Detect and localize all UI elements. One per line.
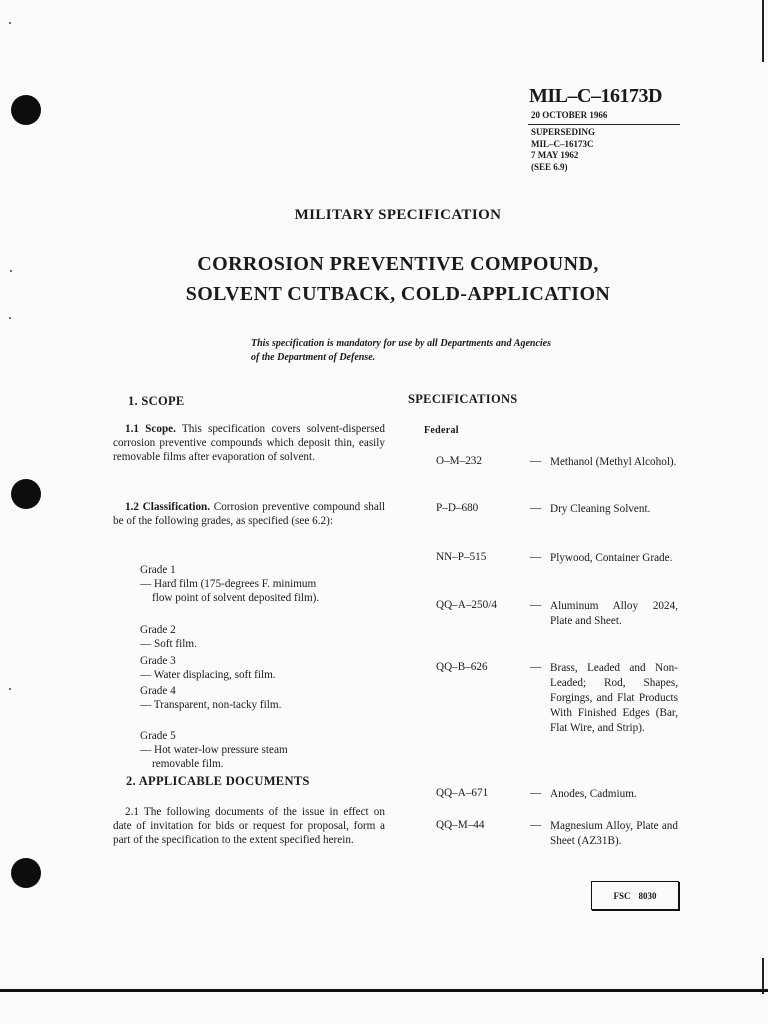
paragraph-text: Corrosion preventive compound shall be of the following grades, as specified (see 6.2): xyxy=(113,501,386,527)
superseding-block xyxy=(531,127,595,173)
grade-item xyxy=(140,684,390,712)
grade-item xyxy=(140,729,390,771)
spec-reference-description: Anodes, Cadmium. xyxy=(550,788,637,800)
document-number: MIL–C–16173D xyxy=(529,85,662,107)
reference-dash: — xyxy=(530,661,542,673)
page-bottom-rule xyxy=(0,989,768,992)
spec-reference-description: Methanol (Methyl Alcohol). xyxy=(550,456,677,468)
fsc-code: 8030 xyxy=(638,890,657,901)
spec-reference-id: QQ–B–626 xyxy=(436,661,488,673)
paragraph-2-1: 2.1 The following documents of the issue in effect on date of invitation for bids or request for proposal, form a part of the specification to the extent specified herein. xyxy=(113,806,385,846)
superseding-line: (SEE 6.9) xyxy=(531,161,568,172)
grade-text: — Hard film (175-degrees F. minimum flow point of solvent deposited film). xyxy=(140,578,320,604)
spec-reference-description: Aluminum Alloy 2024, Plate and Sheet. xyxy=(550,600,678,627)
specifications-heading: SPECIFICATIONS xyxy=(408,392,518,406)
binder-hole xyxy=(11,858,41,888)
paragraph-lead: 1.1 Scope. xyxy=(125,423,176,435)
grade-label: Grade 4 xyxy=(140,685,176,697)
scan-speck xyxy=(9,688,11,690)
spec-reference-id: P–D–680 xyxy=(436,502,479,514)
superseding-line: 7 MAY 1962 xyxy=(531,150,579,160)
reference-dash: — xyxy=(530,599,542,611)
paragraph-1-1 xyxy=(113,422,385,464)
grade-item xyxy=(140,563,390,605)
scan-speck xyxy=(9,317,11,319)
reference-dash: — xyxy=(530,551,542,563)
grade-item xyxy=(140,654,390,682)
grade-text: — Water displacing, soft film. xyxy=(140,669,276,681)
spec-reference-id: NN–P–515 xyxy=(436,551,487,563)
grade-text: — Soft film. xyxy=(140,638,197,650)
spec-reference-description: Dry Cleaning Solvent. xyxy=(550,503,651,515)
grade-text: — Hot water-low pressure steam removable film. xyxy=(140,744,288,770)
spec-reference-id: QQ–M–44 xyxy=(436,819,485,831)
paragraph-1-2 xyxy=(113,500,385,528)
grade-label: Grade 2 xyxy=(140,624,176,636)
spec-reference-id: QQ–A–671 xyxy=(436,787,489,799)
reference-dash: — xyxy=(530,787,542,799)
grade-label: Grade 1 xyxy=(140,564,176,576)
grade-item xyxy=(140,623,390,651)
grade-text: — Transparent, non-tacky film. xyxy=(140,699,282,711)
section-heading-applicable-documents: 2. APPLICABLE DOCUMENTS xyxy=(126,774,310,788)
spec-reference-id: O–M–232 xyxy=(436,455,482,467)
grade-label: Grade 5 xyxy=(140,730,176,742)
fsc-box xyxy=(591,881,679,910)
section-heading-scope: 1. SCOPE xyxy=(128,394,185,408)
scan-edge-line xyxy=(762,0,764,62)
mandatory-note: This specification is mandatory for use by all Departments and Agencies of the Department of Defense. xyxy=(251,338,551,363)
reference-dash: — xyxy=(530,455,542,467)
paragraph-text: This specification covers solvent-dispersed corrosion preventive compounds which deposit thin, easily removable films after evaporation of solvent. xyxy=(113,423,385,463)
spec-reference-description: Brass, Leaded and Non-Leaded; Rod, Shapes, Forgings, and Flat Products With Finished Edges (Bar, Flat Wire, and Strip). xyxy=(550,662,678,734)
title-line: CORROSION PREVENTIVE COMPOUND, xyxy=(197,253,599,275)
fsc-label: FSC xyxy=(613,890,631,901)
paragraph-lead: 1.2 Classification. xyxy=(125,501,211,513)
spec-reference-id: QQ–A–250/4 xyxy=(436,599,497,611)
title-line: SOLVENT CUTBACK, COLD-APPLICATION xyxy=(185,283,611,305)
binder-hole xyxy=(11,479,41,509)
spec-reference-description: Magnesium Alloy, Plate and Sheet (AZ31B). xyxy=(550,820,678,847)
superseding-line: MIL–C–16173C xyxy=(531,138,594,149)
header-rule xyxy=(528,124,680,125)
federal-subheading: Federal xyxy=(424,425,459,436)
scan-speck xyxy=(9,22,11,24)
spec-reference-description: Plywood, Container Grade. xyxy=(550,552,673,564)
binder-hole xyxy=(11,95,41,125)
grade-label: Grade 3 xyxy=(140,655,176,667)
spec-type-heading: MILITARY SPECIFICATION xyxy=(294,207,502,223)
reference-dash: — xyxy=(530,819,542,831)
reference-dash: — xyxy=(530,502,542,514)
superseding-line: SUPERSEDING xyxy=(531,127,596,137)
document-date: 20 OCTOBER 1966 xyxy=(531,110,608,120)
